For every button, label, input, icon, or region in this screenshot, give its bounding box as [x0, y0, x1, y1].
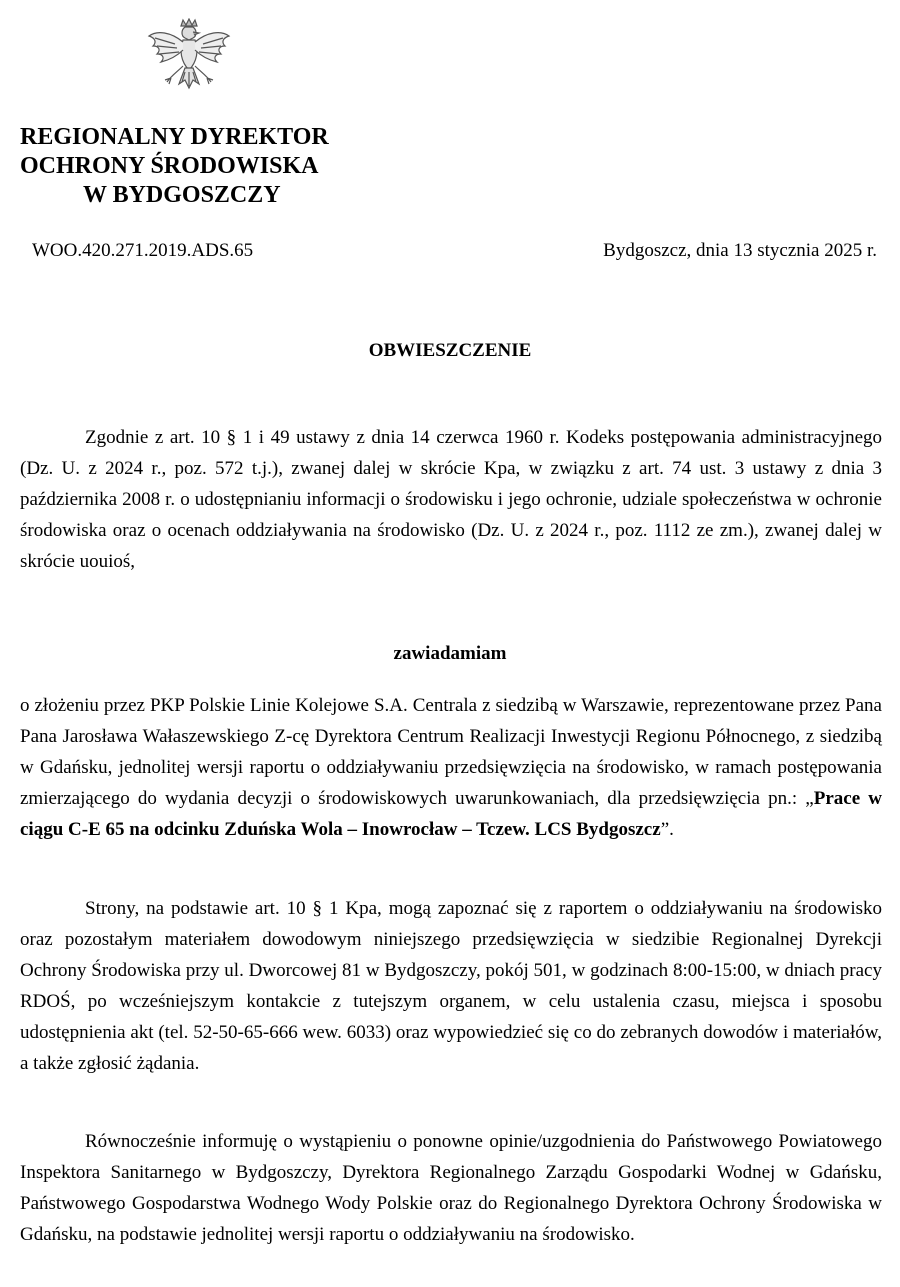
- body-paragraph-2: Strony, na podstawie art. 10 § 1 Kpa, mogą zapoznać się z raportem o oddziaływaniu na środowisko oraz pozostałym materiałem dowodowym niniejszego przedsięwzięcia w siedzibie Regionalnej Dyrekcji Ochrony Środowiska przy ul. Dworcowej 81 w Bydgoszczy, pokój 501, w godzinach 8:00-15:00, w dniach pracy RDOŚ, po wcześniejszym kontakcie z tutejszym organem, w celu ustalenia czasu, miejsca i sposobu udostępnienia akt (tel. 52-50-65-666 wew. 6033) oraz wypowiedzieć się co do zebranych dowodów i materiałów, a także zgłosić żądania.: [20, 898, 882, 1074]
- issuing-authority: [20, 123, 329, 210]
- document-date: Bydgoszcz, dnia 13 stycznia 2025 r.: [603, 240, 877, 261]
- body-paragraph-1: [20, 690, 882, 845]
- intro-paragraph: Zgodnie z art. 10 § 1 i 49 ustawy z dnia 14 czerwca 1960 r. Kodeks postępowania administracyjnego (Dz. U. z 2024 r., poz. 572 t.j.), zwanej dalej w skrócie Kpa, w związku z art. 74 ust. 3 ustawy z dnia 3 października 2008 r. o udostępnianiu informacji o środowisku i jego ochronie, udziale społeczeństwa w ochronie środowiska oraz o ocenach oddziaływania na środowisko (Dz. U. z 2024 r., poz. 1112 ze zm.), zwanej dalej w skrócie uouioś,: [20, 427, 882, 572]
- body-closing: ”.: [660, 819, 674, 840]
- project-name: Prace w ciągu C-E 65 na odcinku Zduńska Wola – Inowrocław – Tczew. LCS Bydgoszcz: [20, 788, 882, 840]
- authority-line: OCHRONY ŚRODOWISKA: [20, 153, 319, 179]
- polish-eagle-emblem-icon: [145, 18, 233, 102]
- body-paragraph-3: Równocześnie informuję o wystąpieniu o ponowne opinie/uzgodnienia do Państwowego Powiatowego Inspektora Sanitarnego w Bydgoszczy, Dyrektora Regionalnego Zarządu Gospodarki Wodnej w Gdańsku, Państwowego Gospodarstwa Wodnego Wody Polskie oraz do Regionalnego Dyrektora Ochrony Środowiska w Gdańsku, na podstawie jednolitej wersji raportu o oddziaływaniu na środowisko.: [20, 1131, 882, 1245]
- reference-number: WOO.420.271.2019.ADS.65: [32, 240, 254, 261]
- notify-heading: zawiadamiam: [393, 643, 507, 664]
- authority-line: REGIONALNY DYREKTOR: [20, 124, 329, 150]
- body-text: o złożeniu przez PKP Polskie Linie Kolejowe S.A. Centrala z siedzibą w Warszawie, reprezentowane przez Pana Pana Jarosława Wałaszewskiego Z-cę Dyrektora Centrum Realizacji Inwestycji Regionu Północnego, z siedzibą w Gdańsku, jednolitej wersji raportu o oddziaływaniu przedsięwzięcia na środowisko, w ramach postępowania zmierzającego do wydania decyzji o środowiskowych uwarunkowaniach, dla przedsięwzięcia pn.: „: [20, 695, 882, 809]
- document-title: OBWIESZCZENIE: [368, 340, 532, 361]
- authority-line: W BYDGOSZCZY: [83, 182, 281, 208]
